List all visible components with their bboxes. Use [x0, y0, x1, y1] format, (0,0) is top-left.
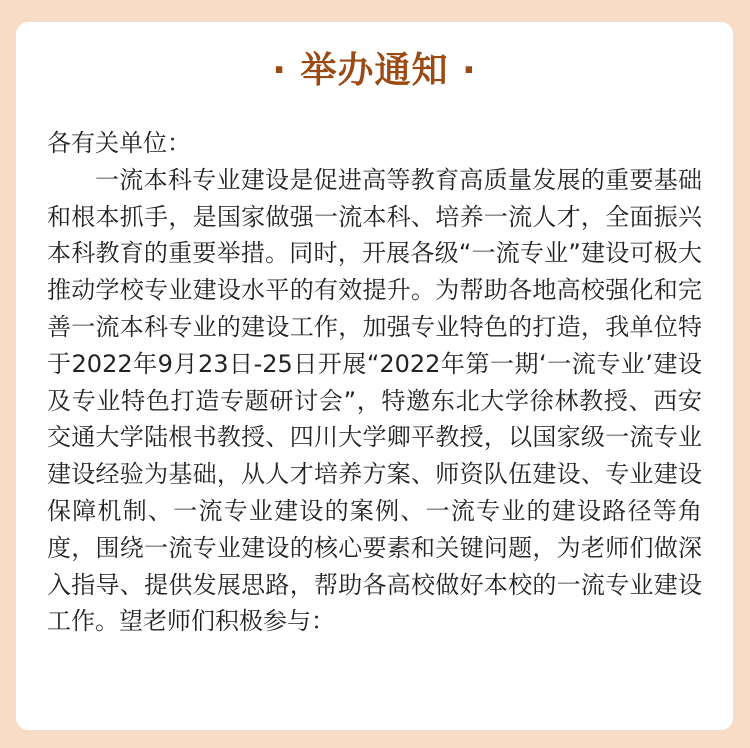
salutation: 各有关单位：: [47, 129, 191, 157]
title-right-dot: ·: [462, 50, 477, 91]
notice-content: [47, 125, 702, 640]
notice-body: 一流本科专业建设是促进高等教育高质量发展的重要基础和根本抓手，是国家做强一流本科、培养一流人才，全面振兴本科教育的重要举措。同时，开展各级“一流专业”建设可极大推动学校专业建设水平的有效提升。为帮助各地高校强化和完善一流本科专业的建设工作，加强专业特色的打造，我单位特于2022年9月23日-25日开展“2022年第一期‘一流专业’建设及专业特色打造专题研讨会”，特邀东北大学徐林教授、西安交通大学陆根书教授、四川大学卿平教授，以国家级一流专业建设经验为基础，从人才培养方案、师资队伍建设、专业建设保障机制、一流专业建设的案例、一流专业的建设路径等角度，围绕一流专业建设的核心要素和关键问题，为老师们做深入指导、提供发展思路，帮助各高校做好本校的一流专业建设工作。望老师们积极参与：: [47, 165, 702, 636]
notice-title: 举办通知: [300, 50, 449, 91]
notice-card: [16, 22, 733, 730]
title-left-dot: ·: [272, 50, 287, 91]
notice-title-row: [16, 46, 733, 96]
